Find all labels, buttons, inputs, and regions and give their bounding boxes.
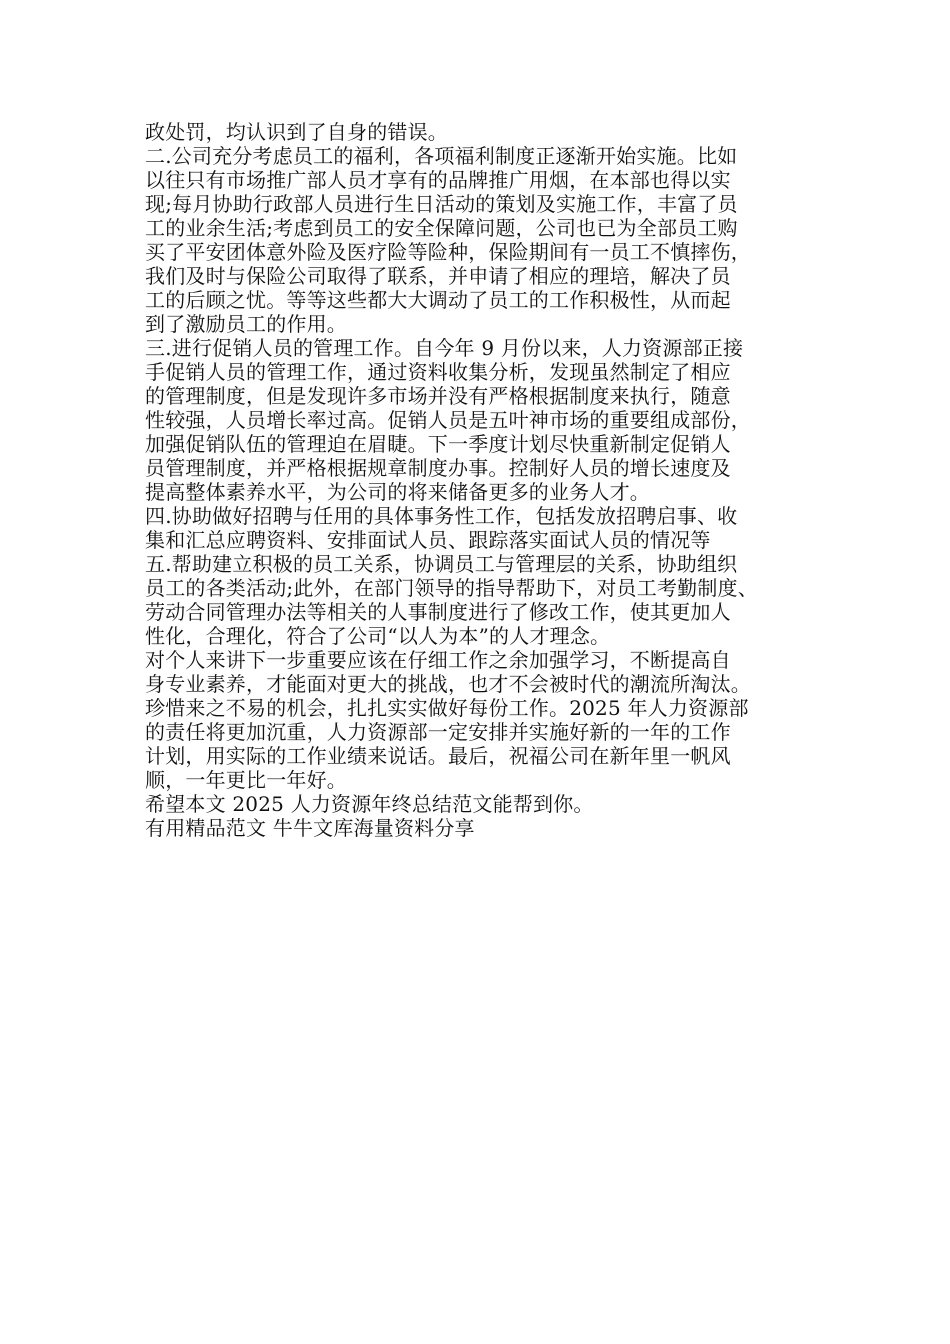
text-line: 工的业余生活;考虑到员工的安全保障问题，公司也已为全部员工购 — [145, 216, 738, 240]
text-line: 对个人来讲下一步重要应该在仔细工作之余加强学习，不断提高自 — [145, 648, 731, 672]
text-line: 我们及时与保险公司取得了联系，并申请了相应的理培，解决了员 — [145, 264, 731, 288]
text-line: 以往只有市场推广部人员才享有的品牌推广用烟，在本部也得以实 — [145, 168, 731, 192]
footer-line: 有用精品范文 牛牛文库海量资料分享 — [145, 816, 475, 840]
text-line: 顺，一年更比一年好。 — [145, 768, 347, 792]
text-line: 买了平安团体意外险及医疗险等险种，保险期间有一员工不慎摔伤， — [145, 240, 751, 264]
text-line: 现;每月协助行政部人员进行生日活动的策划及实施工作，丰富了员 — [145, 192, 738, 216]
text-line: 提高整体素养水平，为公司的将来储备更多的业务人才。 — [145, 480, 650, 504]
text-line: 工的后顾之忧。等等这些都大大调动了员工的工作积极性，从而起 — [145, 288, 731, 312]
text-line: 的责任将更加沉重，人力资源部一定安排并实施好新的一年的工作 — [145, 720, 731, 744]
text-line: 三.进行促销人员的管理工作。自今年 9 月份以来，人力资源部正接 — [145, 336, 744, 360]
text-line: 手促销人员的管理工作，通过资料收集分析，发现虽然制定了相应 — [145, 360, 731, 384]
text-line: 加强促销队伍的管理迫在眉睫。下一季度计划尽快重新制定促销人 — [145, 432, 731, 456]
text-line: 员管理制度，并严格根据规章制度办事。控制好人员的增长速度及 — [145, 456, 731, 480]
text-line: 珍惜来之不易的机会，扎扎实实做好每份工作。2025 年人力资源部 — [145, 696, 749, 720]
text-line: 员工的各类活动;此外，在部门领导的指导帮助下，对员工考勤制度、 — [145, 576, 758, 600]
text-line: 政处罚，均认识到了自身的错误。 — [145, 120, 448, 144]
text-line: 的管理制度，但是发现许多市场并没有严格根据制度来执行，随意 — [145, 384, 731, 408]
text-line: 二.公司充分考虑员工的福利，各项福利制度正逐渐开始实施。比如 — [145, 144, 738, 168]
text-line: 集和汇总应聘资料、安排面试人员、跟踪落实面试人员的情况等 — [145, 528, 711, 552]
text-line: 到了激励员工的作用。 — [145, 312, 347, 336]
text-line: 性较强，人员增长率过高。促销人员是五叶神市场的重要组成部份， — [145, 408, 751, 432]
document-body — [145, 120, 835, 840]
text-line: 五.帮助建立积极的员工关系，协调员工与管理层的关系，协助组织 — [145, 552, 738, 576]
text-line: 身专业素养，才能面对更大的挑战，也才不会被时代的潮流所淘汰。 — [145, 672, 751, 696]
text-line: 性化，合理化，符合了公司“以人为本”的人才理念。 — [145, 624, 611, 648]
text-line: 四.协助做好招聘与任用的具体事务性工作，包括发放招聘启事、收 — [145, 504, 738, 528]
text-line: 希望本文 2025 人力资源年终总结范文能帮到你。 — [145, 792, 594, 816]
text-line: 计划，用实际的工作业绩来说话。最后，祝福公司在新年里一帆风 — [145, 744, 731, 768]
text-line: 劳动合同管理办法等相关的人事制度进行了修改工作，使其更加人 — [145, 600, 731, 624]
